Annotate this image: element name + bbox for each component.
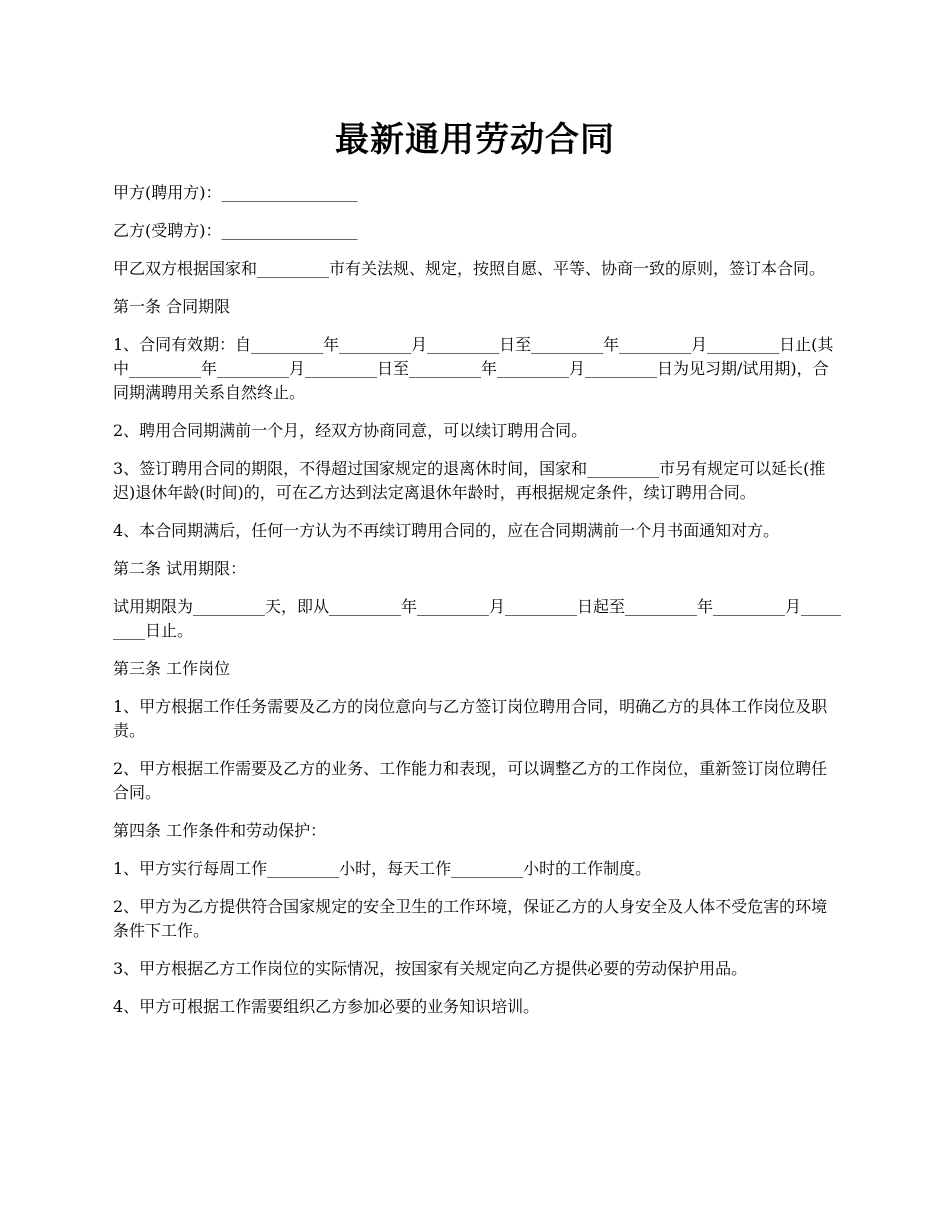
article-1-clause-3: 3、签订聘用合同的期限，不得超过国家规定的退离休时间，国家和_________市另有规定可以延长(推迟)退休年龄(时间)的，可在乙方达到法定离退休年龄时，再根据规定条件，续订聘用合同。 xyxy=(113,459,826,502)
article-4-clause-4: 4、甲方可根据工作需要组织乙方参加必要的业务知识培训。 xyxy=(113,997,540,1016)
article-3-heading: 第三条 工作岗位 xyxy=(113,659,231,678)
party-a-line: 甲方(聘用方)：_________________ xyxy=(113,183,358,202)
article-4-clause-1: 1、甲方实行每周工作_________小时，每天工作_________小时的工作制度。 xyxy=(113,859,652,878)
article-2-heading: 第二条 试用期限： xyxy=(113,559,247,578)
party-b-line: 乙方(受聘方)：_________________ xyxy=(113,221,358,240)
article-1-clause-4: 4、本合同期满后，任何一方认为不再续订聘用合同的，应在合同期满前一个月书面通知对方。 xyxy=(113,521,780,540)
document-body xyxy=(113,181,843,1033)
article-3-clause-2: 2、甲方根据工作需要及乙方的业务、工作能力和表现，可以调整乙方的工作岗位，重新签订岗位聘任合同。 xyxy=(113,759,828,802)
article-1-heading: 第一条 合同期限 xyxy=(113,297,231,316)
article-2-clause: 试用期限为_________天，即从_________年_________月_________日起至_________年_________月_________日止。 xyxy=(113,597,842,640)
preamble-paragraph: 甲乙双方根据国家和_________市有关法规、规定，按照自愿、平等、协商一致的原则，签订本合同。 xyxy=(113,259,826,278)
article-4-clause-3: 3、甲方根据乙方工作岗位的实际情况，按国家有关规定向乙方提供必要的劳动保护用品。 xyxy=(113,959,748,978)
document-title: 最新通用劳动合同 xyxy=(335,120,615,160)
article-3-clause-1: 1、甲方根据工作任务需要及乙方的岗位意向与乙方签订岗位聘用合同，明确乙方的具体工作岗位及职责。 xyxy=(113,697,828,740)
article-1-clause-1: 1、合同有效期：自_________年_________月_________日至_________年_________月_________日止(其中_________年_________月_________日至_________年_________月_________日为见习期/试用期)，合同期满聘用关系自然终止。 xyxy=(113,335,834,402)
article-1-clause-2: 2、聘用合同期满前一个月，经双方协商同意，可以续订聘用合同。 xyxy=(113,421,588,440)
article-4-clause-2: 2、甲方为乙方提供符合国家规定的安全卫生的工作环境，保证乙方的人身安全及人体不受危害的环境条件下工作。 xyxy=(113,897,828,940)
article-4-heading: 第四条 工作条件和劳动保护： xyxy=(113,821,327,840)
